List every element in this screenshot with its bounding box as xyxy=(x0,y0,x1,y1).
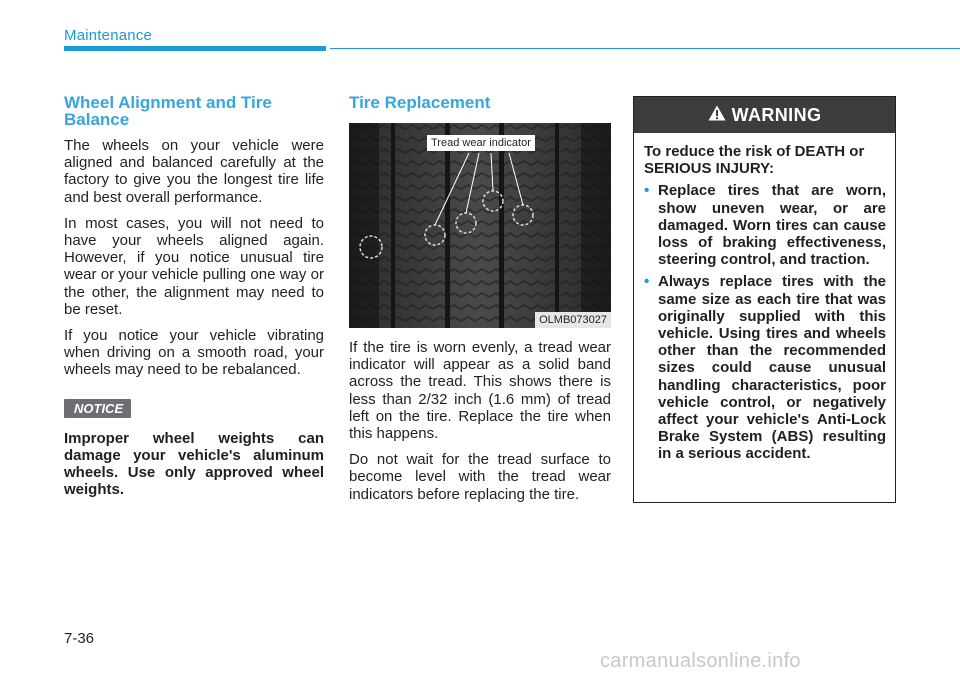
tread-wear-indicator-label: Tread wear indicator xyxy=(427,135,535,151)
tire-replacement-heading: Tire Replacement xyxy=(349,93,491,112)
header-rule-thin xyxy=(330,48,960,49)
notice-tag: NOTICE xyxy=(64,399,131,418)
bullet-icon: • xyxy=(644,182,650,200)
bullet-icon: • xyxy=(644,273,650,291)
warning-item-text: Always replace tires with the same size as each tire that was originally supplied with this vehicle. Using tires and wheels other than the recommended sizes could cause unusual handling characteristics, poor vehicle control, or negatively affect your vehicle's Anti-Lock Brake System (ABS) resulting in a serious accident. xyxy=(658,273,886,463)
tire-replacement-section xyxy=(349,94,611,111)
warning-item xyxy=(644,182,886,268)
header-rule-thick xyxy=(64,46,326,51)
tire-tread-image xyxy=(349,123,611,328)
watermark: carmanualsonline.info xyxy=(600,650,801,672)
wheel-alignment-heading: Wheel Alignment and Tire Balance xyxy=(64,93,272,129)
warning-header xyxy=(634,97,895,133)
section-title: Maintenance xyxy=(64,27,153,44)
alignment-paragraph-3: If you notice your vehicle vibrating when driving on a smooth road, your wheels may need to be rebalanced. xyxy=(64,327,324,379)
warning-triangle-icon xyxy=(708,105,726,126)
page-number: 7-36 xyxy=(64,630,95,647)
warning-item-text: Replace tires that are worn, show uneven wear, or are damaged. Worn tires can cause loss of braking effectiveness, steering control, and traction. xyxy=(658,182,886,269)
notice-text: Improper wheel weights can damage your vehicle's aluminum wheels. Use only approved wheel weights. xyxy=(64,429,324,499)
image-code: OLMB073027 xyxy=(535,312,611,328)
wheel-alignment-section xyxy=(64,94,324,498)
tire-replacement-body xyxy=(349,339,611,512)
replacement-paragraph-1: If the tire is worn evenly, a tread wear indicator will appear as a solid band across the tread. This shows there is less than 2/32 inch (1.6 mm) of tread left on the tire. Replace the tire when this happens. xyxy=(349,339,611,443)
warning-box xyxy=(633,96,896,503)
tire-tread-illustration xyxy=(349,123,611,328)
alignment-paragraph-1: The wheels on your vehicle were aligned and balanced carefully at the factory to give you the longest tire life and best overall performance. xyxy=(64,137,324,206)
alignment-paragraph-2: In most cases, you will not need to have your wheels aligned again. However, if you notice unusual tire wear or your vehicle pulling one way or the other, the alignment may need to be reset. xyxy=(64,214,324,318)
warning-body xyxy=(634,133,895,463)
warning-title: WARNING xyxy=(731,104,822,125)
warning-item xyxy=(644,273,886,462)
replacement-paragraph-2: Do not wait for the tread surface to become level with the tread wear indicators before replacing the tire. xyxy=(349,451,611,503)
warning-lead: To reduce the risk of DEATH or SERIOUS INJURY: xyxy=(644,143,865,178)
